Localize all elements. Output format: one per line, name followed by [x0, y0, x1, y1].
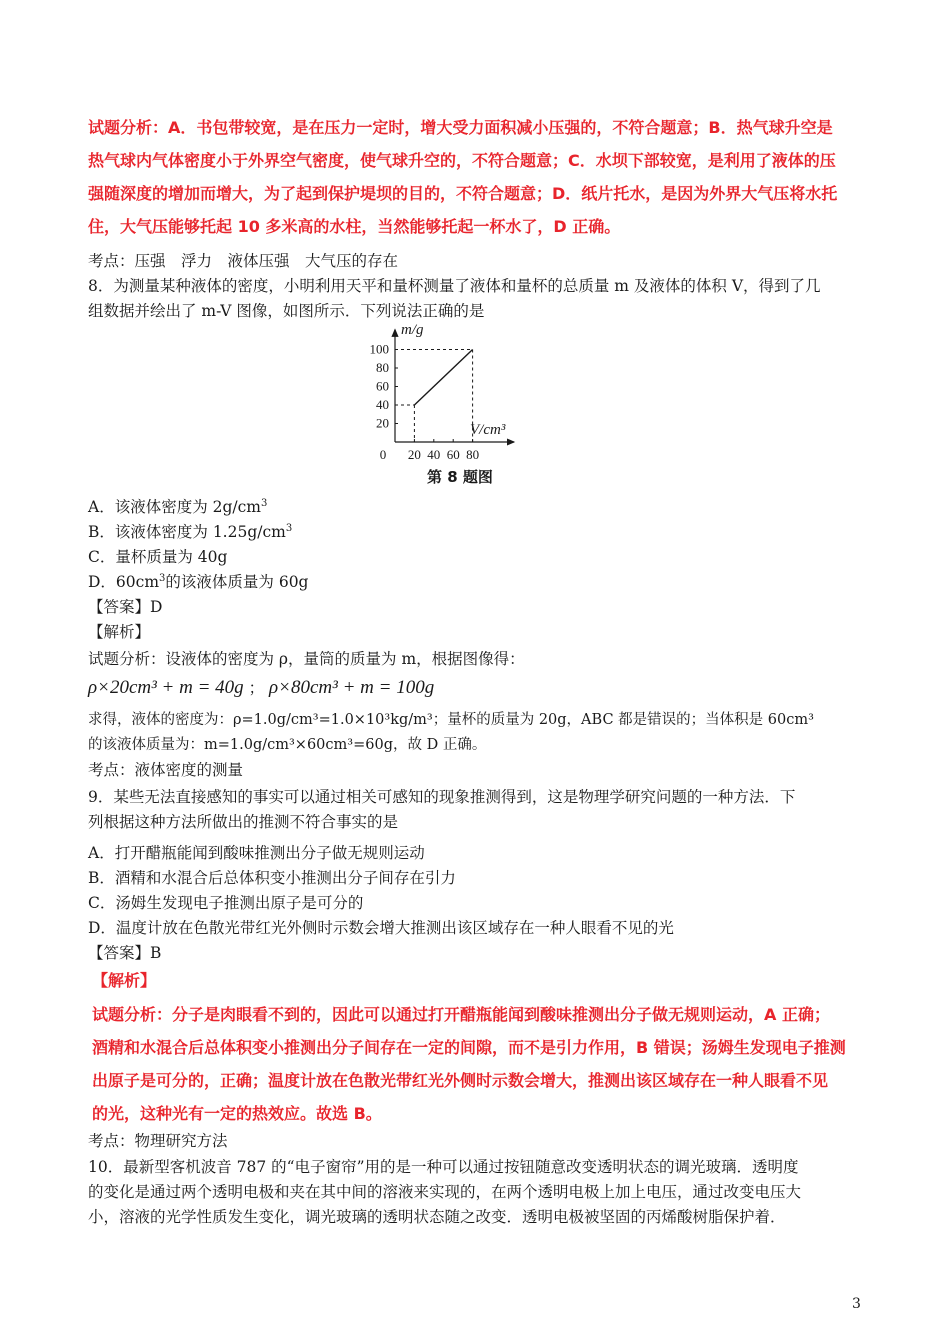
q7-kaodian: 考点：压强 浮力 液体压强 大气压的存在: [88, 252, 399, 270]
q9-analysis-line: 试题分析：分子是肉眼看不到的，因此可以通过打开醋瓶能闻到酸味推测出分子做无规则运动，A 正确；: [92, 1005, 830, 1024]
q9-stem: 列根据这种方法所做出的推测不符合事实的是: [88, 813, 399, 831]
q9-option-c: C．汤姆生发现电子推测出原子是可分的: [88, 894, 364, 912]
q8-jiexi: 【解析】: [88, 623, 151, 641]
q9-option-a: A．打开醋瓶能闻到酸味推测出分子做无规则运动: [88, 844, 425, 862]
q9-analysis-line: 出原子是可分的，正确；温度计放在色散光带红光外侧时示数会增大，推测出该区域存在一种人眼看不见: [92, 1071, 829, 1090]
q7-analysis-line: 试题分析：A．书包带较宽，是在压力一定时，增大受力面积减小压强的，不符合题意；B．热气球升空是: [88, 118, 833, 137]
q7-analysis-line: 强随深度的增加而增大，为了起到保护堤坝的目的，不符合题意；D．纸片托水，是因为外界大气压将水托: [88, 184, 838, 203]
q8-option-d-post: 的该液体质量为 60g: [165, 573, 309, 591]
q10-text: 的变化是通过两个透明电极和夹在其中间的溶液来实现的，在两个透明电极上加上电压，通过改变电压大: [88, 1183, 802, 1201]
q8-mv-chart: [355, 322, 595, 492]
q8-option-a-text: A．该液体密度为 2g/cm: [88, 498, 262, 516]
q9-analysis-line: 的光，这种光有一定的热效应。故选 B。: [92, 1104, 382, 1123]
q8-equations: [88, 677, 434, 699]
q8-analysis: 的该液体质量为：m=1.0g/cm³×60cm³=60g，故 D 正确。: [88, 737, 487, 753]
q8-option-a: [88, 496, 267, 518]
series-line: [414, 350, 472, 406]
q8-option-d-pre: D．60cm: [88, 573, 160, 591]
y-tick-label: 100: [369, 341, 389, 357]
q8-option-b-text: B．该液体密度为 1.25g/cm: [88, 523, 286, 541]
page-number: 3: [852, 1296, 861, 1312]
q9-analysis-line: 酒精和水混合后总体积变小推测出分子间存在一定的间隙，而不是引力作用，B 错误；汤姆生发现电子推测: [92, 1038, 846, 1057]
q7-analysis-line: 热气球内气体密度小于外界空气密度，使气球升空的，不符合题意；C．水坝下部较宽，是利用了液体的压: [88, 151, 836, 170]
y-tick-label: 40: [376, 397, 389, 412]
x-tick-label: 60: [446, 447, 460, 462]
q8-eq-separator: ；: [248, 679, 265, 697]
q7-analysis-line: 住，大气压能够托起 10 多米高的水柱，当然能够托起一杯水了，D 正确。: [88, 217, 621, 236]
q9-option-b: B．酒精和水混合后总体积变小推测出分子间存在引力: [88, 869, 456, 887]
q10-text: 小，溶液的光学性质发生变化，调光玻璃的透明状态随之改变．透明电极被坚固的丙烯酸树脂保护着．: [88, 1208, 786, 1226]
q9-jiexi: 【解析】: [92, 971, 157, 990]
x-tick-label: 0: [379, 447, 387, 462]
q8-option-c: C．量杯质量为 40g: [88, 548, 228, 566]
q8-equation-2: ρ×80cm³ + m = 100g: [269, 677, 435, 698]
q8-stem: 8．为测量某种液体的密度，小明利用天平和量杯测量了液体和量杯的总质量 m 及液体的体积 V，得到了几: [88, 277, 821, 295]
y-tick-label: 80: [376, 360, 389, 375]
q8-option-b: [88, 521, 292, 543]
superscript: 3: [261, 497, 268, 509]
x-axis-label: V/cm³: [470, 422, 506, 438]
q8-option-d: [88, 571, 308, 593]
y-axis-label: m/g: [401, 322, 424, 338]
q8-kaodian: 考点：液体密度的测量: [88, 761, 244, 779]
q8-analysis: 试题分析：设液体的密度为 ρ，量筒的质量为 m，根据图像得：: [88, 650, 525, 668]
x-tick-label: 20: [407, 447, 421, 462]
q9-kaodian: 考点：物理研究方法: [88, 1132, 228, 1150]
superscript: 3: [159, 572, 166, 584]
superscript: 3: [285, 522, 293, 534]
x-tick-label: 40: [427, 447, 441, 462]
y-tick-label: 20: [376, 415, 389, 431]
y-tick-label: 60: [376, 378, 389, 394]
q10-text: 10．最新型客机波音 787 的“电子窗帘”用的是一种可以通过按钮随意改变透明状态的调光玻璃．透明度: [88, 1158, 799, 1176]
q9-option-d: D．温度计放在色散光带红光外侧时示数会增大推测出该区域存在一种人眼看不见的光: [88, 919, 674, 937]
x-tick-label: 80: [466, 447, 480, 462]
chart-title: 第 8 题图: [427, 468, 493, 486]
q8-equation-1: ρ×20cm³ + m = 40g: [88, 677, 244, 698]
q8-analysis: 求得，液体的密度为：ρ=1.0g/cm³=1.0×10³kg/m³；量杯的质量为 20g，ABC 都是错误的；当体积是 60cm³: [88, 712, 814, 728]
q9-stem: 9．某些无法直接感知的事实可以通过相关可感知的现象推测得到，这是物理学研究问题的一种方法．下: [88, 788, 796, 806]
q8-stem: 组数据并绘出了 m-V 图像，如图所示．下列说法正确的是: [88, 302, 485, 320]
q8-answer: 【答案】D: [88, 598, 163, 616]
q9-answer: 【答案】B: [88, 944, 162, 962]
